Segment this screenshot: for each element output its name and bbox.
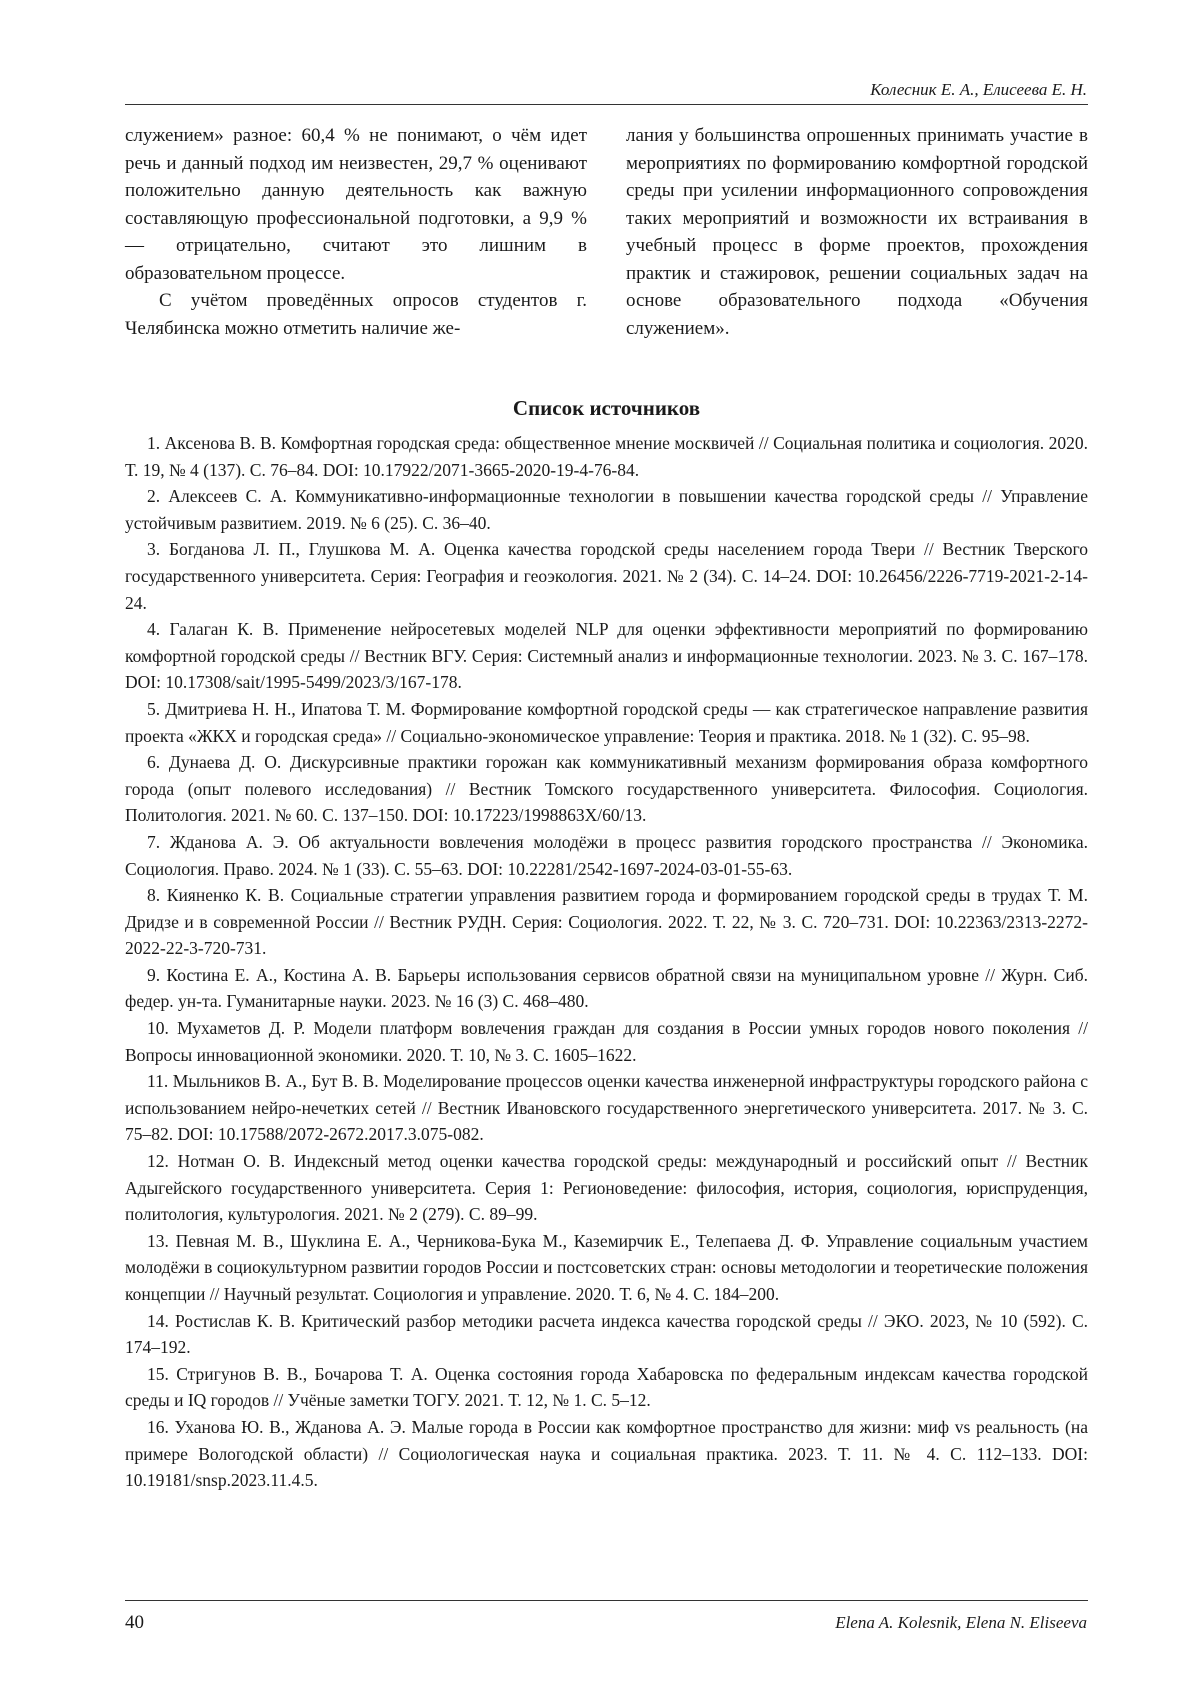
paragraph: служением» разное: 60,4 % не понимают, о чём идет речь и данный подход им неизвестен, 29,7 % оценивают положительно данную деятельность как важную составляющую профессиональной подготовки, а 9,9 % — отрицательно, считают это лишним в образовательном процессе.	[125, 125, 587, 284]
reference-item: 10. Мухаметов Д. Р. Модели платформ вовлечения граждан для создания в России умных городов нового поколения // Вопросы инновационной экономики. 2020. Т. 10, № 3. С. 1605–1622.	[125, 1018, 1088, 1065]
reference-item: 9. Костина Е. А., Костина А. В. Барьеры использования сервисов обратной связи на муниципальном уровне // Журн. Сиб. федер. ун-та. Гуманитарные науки. 2023. № 16 (3) С. 468–480.	[125, 964, 1088, 1012]
footer-rule	[125, 1600, 1088, 1601]
left-column	[125, 122, 587, 342]
reference-item: 1. Аксенова В. В. Комфортная городская среда: общественное мнение москвичей // Социальная политика и социология. 2020. Т. 19, № 4 (137). С. 76–84. DOI: 10.17922/2071-3665-2020-19-4-76-84.	[125, 433, 1088, 480]
reference-item: 5. Дмитриева Н. Н., Ипатова Т. М. Формирование комфортной городской среды — как стратегическое направление развития проекта «ЖКХ и городская среда» // Социально-экономическое управление: Теория и практика. 2018. № 1 (32). С. 95–98.	[125, 698, 1088, 746]
reference-item: 7. Жданова А. Э. Об актуальности вовлечения молодёжи в процесс развития городского пространства // Экономика. Социология. Право. 2024. № 1 (33). С. 55–63. DOI: 10.22281/2542-1697-2024-03-01-55-63.	[125, 831, 1088, 879]
reference-item: 2. Алексеев С. А. Коммуникативно-информационные технологии в повышении качества городской среды // Управление устойчивым развитием. 2019. № 6 (25). С. 36–40.	[125, 486, 1088, 533]
reference-item: 14. Ростислав К. В. Критический разбор методики расчета индекса качества городской среды // ЭКО. 2023, № 10 (592). С. 174–192.	[125, 1310, 1088, 1358]
footer-authors: Elena A. Kolesnik, Elena N. Eliseeva	[835, 1613, 1087, 1632]
reference-item: 12. Нотман О. В. Индексный метод оценки качества городской среды: международный и российский опыт // Вестник Адыгейского государственного университета. Серия 1: Регионоведение: философия, история, социология, юриспруденция, политология, культурология. 2021. № 2 (279). С. 89–99.	[125, 1151, 1088, 1225]
header-rule	[125, 104, 1088, 105]
running-head-authors: Колесник Е. А., Елисеева Е. Н.	[870, 80, 1087, 99]
references-list	[125, 430, 1088, 1494]
references-heading: Список источников	[512, 396, 701, 420]
reference-item: 11. Мыльников В. А., Бут В. В. Моделирование процессов оценки качества инженерной инфраструктуры городского района с использованием нейро-нечетких сетей // Вестник Ивановского государственного энергетического университета. 2017. № 3. С. 75–82. DOI: 10.17588/2072-2672.2017.3.075-082.	[125, 1071, 1088, 1145]
page-number: 40	[125, 1612, 144, 1633]
paragraph: лания у большинства опрошенных принимать участие в мероприятиях по формированию комфортной городской среды при усилении информационного сопровождения таких мероприятий и возможности их встраивания в учебный процесс в форме проектов, прохождения практик и стажировок, решении социальных задач на основе образовательного подхода «Обучения служением».	[626, 125, 1088, 339]
reference-item: 8. Кияненко К. В. Социальные стратегии управления развитием города и формированием городской среды в трудах Т. М. Дридзе и в современной России // Вестник РУДН. Серия: Социология. 2022. Т. 22, № 3. С. 720–731. DOI: 10.22363/2313-2272-2022-22-3-720-731.	[125, 885, 1088, 959]
reference-item: 13. Певная М. В., Шуклина Е. А., Черникова-Бука М., Каземирчик Е., Телепаева Д. Ф. Управление социальным участием молодёжи в социокультурном развитии городов России и постсоветских стран: основы методологии и теоретические положения концепции // Научный результат. Социология и управление. 2020. Т. 6, № 4. С. 184–200.	[125, 1230, 1088, 1304]
reference-item: 3. Богданова Л. П., Глушкова М. А. Оценка качества городской среды населением города Твери // Вестник Тверского государственного университета. Серия: География и геоэкология. 2021. № 2 (34). С. 14–24. DOI: 10.26456/2226-7719-2021-2-14-24.	[125, 539, 1088, 613]
reference-item: 16. Уханова Ю. В., Жданова А. Э. Малые города в России как комфортное пространство для жизни: миф vs реальность (на примере Вологодской области) // Социологическая наука и социальная практика. 2023. Т. 11. № 4. С. 112–133. DOI: 10.19181/snsp.2023.11.4.5.	[125, 1416, 1088, 1491]
reference-item: 6. Дунаева Д. О. Дискурсивные практики горожан как коммуникативный механизм формирования образа комфортного города (опыт полевого исследования) // Вестник Томского государственного университета. Философия. Социология. Политология. 2021. № 60. С. 137–150. DOI: 10.17223/1998863X/60/13.	[125, 752, 1088, 826]
paragraph: С учётом проведённых опросов студентов г. Челябинска можно отметить наличие же-	[125, 290, 587, 339]
right-column	[626, 122, 1088, 342]
reference-item: 15. Стригунов В. В., Бочарова Т. А. Оценка состояния города Хабаровска по федеральным индексам качества городской среды и IQ городов // Учёные заметки ТОГУ. 2021. Т. 12, № 1. С. 5–12.	[125, 1363, 1088, 1411]
reference-item: 4. Галаган К. В. Применение нейросетевых моделей NLP для оценки эффективности мероприятий по формированию комфортной городской среды // Вестник ВГУ. Серия: Системный анализ и информационные технологии. 2023. № 3. С. 167–178. DOI: 10.17308/sait/1995-5499/2023/3/167-178.	[125, 619, 1088, 693]
body-columns	[125, 122, 1088, 342]
